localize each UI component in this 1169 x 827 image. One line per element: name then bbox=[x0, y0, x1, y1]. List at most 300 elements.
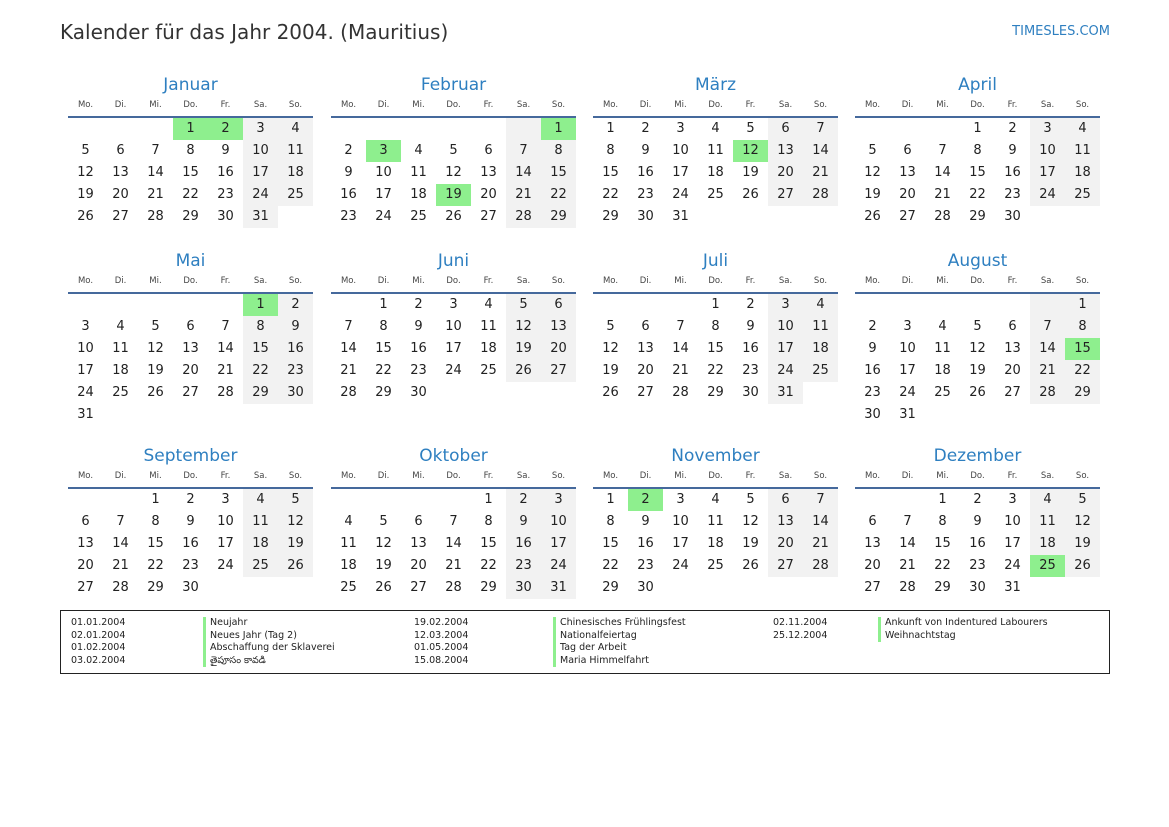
day-cell: 14 bbox=[934, 165, 951, 180]
weekday-label: Do. bbox=[446, 276, 461, 286]
month-2 bbox=[331, 74, 576, 228]
day-cell: 25 bbox=[707, 558, 724, 573]
empty-cell bbox=[960, 294, 995, 316]
day-cell: 12 bbox=[742, 514, 759, 529]
month-6 bbox=[331, 250, 576, 404]
day-cell: 8 bbox=[973, 143, 982, 158]
day-cell: 22 bbox=[243, 360, 278, 382]
day-cell: 16 bbox=[969, 536, 986, 551]
empty-cell bbox=[103, 404, 138, 426]
day-cell: 18 bbox=[1030, 533, 1065, 555]
day-grid bbox=[331, 294, 576, 404]
day-cell: 30 bbox=[182, 580, 199, 595]
day-cell: 13 bbox=[77, 536, 94, 551]
weekday-label: Mo. bbox=[864, 471, 881, 481]
day-cell: 29 bbox=[147, 580, 164, 595]
weekday-label: Mo. bbox=[77, 471, 94, 481]
day-cell: 28 bbox=[340, 385, 357, 400]
day-cell: 2 bbox=[186, 492, 195, 507]
day-cell: 14 bbox=[506, 162, 541, 184]
day-cell: 9 bbox=[186, 514, 195, 529]
day-cell: 20 bbox=[480, 187, 497, 202]
weekday-header bbox=[68, 272, 313, 294]
day-cell: 22 bbox=[602, 558, 619, 573]
day-cell: 22 bbox=[480, 558, 497, 573]
empty-cell bbox=[278, 577, 313, 599]
day-cell: 14 bbox=[112, 536, 129, 551]
day-cell: 17 bbox=[1004, 536, 1021, 551]
day-cell: 17 bbox=[1030, 162, 1065, 184]
day-cell: 15 bbox=[480, 536, 497, 551]
day-cell: 8 bbox=[606, 514, 615, 529]
day-cell: 8 bbox=[151, 514, 160, 529]
holiday-names-col-2 bbox=[553, 617, 686, 667]
empty-cell bbox=[960, 404, 995, 426]
day-cell: 13 bbox=[637, 341, 654, 356]
day-cell: 16 bbox=[340, 187, 357, 202]
day-cell: 17 bbox=[77, 363, 94, 378]
day-cell: 12 bbox=[733, 140, 768, 162]
day-cell: 28 bbox=[217, 385, 234, 400]
day-cell: 2 bbox=[973, 492, 982, 507]
empty-cell bbox=[506, 118, 541, 140]
day-cell: 20 bbox=[864, 558, 881, 573]
weekday-label: Do. bbox=[446, 471, 461, 481]
day-cell: 3 bbox=[676, 492, 685, 507]
empty-cell bbox=[768, 577, 803, 599]
day-cell: 26 bbox=[375, 580, 392, 595]
day-cell: 25 bbox=[1030, 555, 1065, 577]
holiday-date: 02.11.2004 bbox=[773, 617, 828, 628]
day-cell: 13 bbox=[899, 165, 916, 180]
weekday-label: Di. bbox=[639, 100, 652, 110]
weekday-label: Di. bbox=[377, 276, 390, 286]
holiday-dates-col-3 bbox=[773, 617, 827, 642]
day-cell: 8 bbox=[938, 514, 947, 529]
day-cell: 11 bbox=[934, 341, 951, 356]
day-cell: 24 bbox=[375, 209, 392, 224]
page-title: Kalender für das Jahr 2004. (Mauritius) bbox=[60, 20, 449, 44]
day-cell: 26 bbox=[278, 555, 313, 577]
day-cell: 2 bbox=[414, 297, 423, 312]
day-cell: 3 bbox=[676, 121, 685, 136]
day-cell: 4 bbox=[1065, 118, 1100, 140]
month-1 bbox=[68, 74, 313, 228]
day-cell: 26 bbox=[147, 385, 164, 400]
day-cell: 3 bbox=[1030, 118, 1065, 140]
day-cell: 10 bbox=[77, 341, 94, 356]
empty-cell bbox=[733, 206, 768, 228]
holiday-name: Chinesisches Frühlingsfest bbox=[553, 617, 686, 630]
weekday-label: Sa. bbox=[1040, 471, 1055, 481]
holiday-name: Neujahr bbox=[203, 617, 335, 630]
day-cell: 2 bbox=[344, 143, 353, 158]
day-cell: 20 bbox=[768, 162, 803, 184]
month-name: Oktober bbox=[419, 446, 488, 466]
weekday-label: So. bbox=[1075, 100, 1090, 110]
empty-cell bbox=[68, 294, 103, 316]
day-cell: 20 bbox=[1004, 363, 1021, 378]
day-cell: 5 bbox=[151, 319, 160, 334]
weekday-label: Do. bbox=[183, 276, 198, 286]
holiday-name: Abschaffung der Sklaverei bbox=[203, 642, 335, 655]
day-cell: 26 bbox=[506, 360, 541, 382]
day-cell: 27 bbox=[182, 385, 199, 400]
day-cell: 4 bbox=[938, 319, 947, 334]
day-cell: 21 bbox=[445, 558, 462, 573]
day-cell: 7 bbox=[506, 140, 541, 162]
holiday-date: 02.01.2004 bbox=[71, 629, 126, 641]
day-cell: 20 bbox=[112, 187, 129, 202]
holiday-name: Ankunft von Indentured Labourers bbox=[878, 617, 1048, 630]
empty-cell bbox=[890, 294, 925, 316]
empty-cell bbox=[68, 118, 103, 140]
day-cell: 19 bbox=[77, 187, 94, 202]
weekday-header bbox=[593, 96, 838, 118]
weekday-label: Mi. bbox=[674, 276, 687, 286]
day-cell: 22 bbox=[602, 187, 619, 202]
day-cell: 19 bbox=[436, 184, 471, 206]
day-cell: 5 bbox=[506, 294, 541, 316]
holiday-date: 01.02.2004 bbox=[71, 642, 126, 653]
day-cell: 16 bbox=[506, 533, 541, 555]
holiday-name: Neues Jahr (Tag 2) bbox=[203, 630, 335, 643]
weekday-label: Fr. bbox=[1007, 276, 1018, 286]
holiday-date: 25.12.2004 bbox=[773, 629, 828, 641]
weekday-header bbox=[855, 96, 1100, 118]
day-cell: 11 bbox=[480, 319, 497, 334]
day-cell: 12 bbox=[278, 511, 313, 533]
weekday-label: Fr. bbox=[483, 276, 494, 286]
day-cell: 1 bbox=[151, 492, 160, 507]
day-cell: 14 bbox=[899, 536, 916, 551]
day-cell: 4 bbox=[711, 492, 720, 507]
day-cell: 24 bbox=[672, 187, 689, 202]
day-cell: 24 bbox=[77, 385, 94, 400]
day-cell: 8 bbox=[243, 316, 278, 338]
day-cell: 2 bbox=[746, 297, 755, 312]
day-cell: 13 bbox=[864, 536, 881, 551]
day-cell: 2 bbox=[278, 294, 313, 316]
day-cell: 18 bbox=[243, 533, 278, 555]
weekday-header bbox=[68, 96, 313, 118]
day-cell: 27 bbox=[77, 580, 94, 595]
weekday-label: Di. bbox=[377, 100, 390, 110]
empty-cell bbox=[366, 489, 401, 511]
day-cell: 30 bbox=[637, 209, 654, 224]
empty-cell bbox=[278, 206, 313, 228]
day-cell: 11 bbox=[707, 143, 724, 158]
day-cell: 13 bbox=[1004, 341, 1021, 356]
day-cell: 22 bbox=[541, 184, 576, 206]
day-cell: 25 bbox=[803, 360, 838, 382]
weekday-label: So. bbox=[288, 276, 303, 286]
day-cell: 8 bbox=[606, 143, 615, 158]
weekday-label: Do. bbox=[708, 100, 723, 110]
weekday-label: Do. bbox=[970, 100, 985, 110]
empty-cell bbox=[663, 294, 698, 316]
day-cell: 30 bbox=[217, 209, 234, 224]
day-cell: 9 bbox=[868, 341, 877, 356]
day-cell: 2 bbox=[641, 121, 650, 136]
month-name: Februar bbox=[420, 75, 487, 95]
day-cell: 26 bbox=[864, 209, 881, 224]
day-cell: 20 bbox=[410, 558, 427, 573]
weekday-label: So. bbox=[1075, 276, 1090, 286]
empty-cell bbox=[1065, 577, 1100, 599]
month-8 bbox=[855, 250, 1100, 426]
day-cell: 9 bbox=[641, 143, 650, 158]
weekday-header bbox=[68, 467, 313, 489]
month-7 bbox=[593, 250, 838, 404]
day-cell: 16 bbox=[637, 165, 654, 180]
day-cell: 6 bbox=[903, 143, 912, 158]
site-link[interactable]: TIMESLES.COM bbox=[1012, 24, 1110, 39]
day-cell: 29 bbox=[541, 206, 576, 228]
day-cell: 18 bbox=[803, 338, 838, 360]
day-cell: 11 bbox=[243, 511, 278, 533]
day-cell: 9 bbox=[414, 319, 423, 334]
day-cell: 23 bbox=[969, 558, 986, 573]
weekday-label: Sa. bbox=[253, 100, 268, 110]
weekday-label: Sa. bbox=[516, 471, 531, 481]
weekday-label: Di. bbox=[639, 471, 652, 481]
day-cell: 10 bbox=[541, 511, 576, 533]
weekday-label: Mi. bbox=[412, 276, 425, 286]
day-cell: 26 bbox=[1065, 555, 1100, 577]
weekday-label: So. bbox=[551, 276, 566, 286]
weekday-label: So. bbox=[813, 100, 828, 110]
day-cell: 7 bbox=[449, 514, 458, 529]
day-cell: 10 bbox=[672, 143, 689, 158]
day-cell: 10 bbox=[1030, 140, 1065, 162]
day-cell: 23 bbox=[278, 360, 313, 382]
day-cell: 26 bbox=[742, 187, 759, 202]
day-cell: 11 bbox=[340, 536, 357, 551]
day-cell: 28 bbox=[147, 209, 164, 224]
day-cell: 22 bbox=[707, 363, 724, 378]
empty-cell bbox=[1030, 577, 1065, 599]
weekday-header bbox=[593, 272, 838, 294]
day-cell: 23 bbox=[637, 558, 654, 573]
empty-cell bbox=[1030, 294, 1065, 316]
day-cell: 3 bbox=[449, 297, 458, 312]
day-cell: 2 bbox=[1008, 121, 1017, 136]
month-name: Mai bbox=[175, 251, 206, 271]
day-cell: 22 bbox=[969, 187, 986, 202]
holiday-date: 19.02.2004 bbox=[414, 617, 469, 628]
day-cell: 10 bbox=[243, 140, 278, 162]
day-cell: 5 bbox=[606, 319, 615, 334]
day-grid bbox=[855, 294, 1100, 426]
day-cell: 26 bbox=[742, 558, 759, 573]
empty-cell bbox=[890, 118, 925, 140]
month-12 bbox=[855, 445, 1100, 599]
day-cell: 7 bbox=[676, 319, 685, 334]
weekday-label: Do. bbox=[183, 100, 198, 110]
day-cell: 17 bbox=[768, 338, 803, 360]
day-cell: 28 bbox=[112, 580, 129, 595]
day-cell: 15 bbox=[243, 338, 278, 360]
day-cell: 25 bbox=[410, 209, 427, 224]
day-cell: 7 bbox=[221, 319, 230, 334]
weekday-label: Di. bbox=[901, 276, 914, 286]
weekday-label: Sa. bbox=[778, 471, 793, 481]
holiday-names-col-1 bbox=[203, 617, 335, 667]
day-cell: 30 bbox=[278, 382, 313, 404]
day-cell: 27 bbox=[1004, 385, 1021, 400]
month-name: August bbox=[947, 251, 1008, 271]
day-grid bbox=[593, 294, 838, 404]
empty-cell bbox=[208, 577, 243, 599]
weekday-label: Do. bbox=[708, 471, 723, 481]
holiday-name: Maria Himmelfahrt bbox=[553, 655, 686, 668]
weekday-label: So. bbox=[1075, 471, 1090, 481]
day-cell: 29 bbox=[934, 580, 951, 595]
empty-cell bbox=[855, 294, 890, 316]
day-cell: 16 bbox=[864, 363, 881, 378]
day-cell: 22 bbox=[1065, 360, 1100, 382]
day-cell: 27 bbox=[410, 580, 427, 595]
weekday-label: Di. bbox=[114, 276, 127, 286]
day-cell: 17 bbox=[541, 533, 576, 555]
day-cell: 16 bbox=[217, 165, 234, 180]
holiday-date: 01.01.2004 bbox=[71, 617, 126, 628]
day-cell: 17 bbox=[672, 536, 689, 551]
empty-cell bbox=[1065, 206, 1100, 228]
day-cell: 11 bbox=[112, 341, 129, 356]
day-cell: 10 bbox=[1004, 514, 1021, 529]
empty-cell bbox=[506, 382, 541, 404]
day-cell: 9 bbox=[344, 165, 353, 180]
empty-cell bbox=[138, 294, 173, 316]
empty-cell bbox=[173, 404, 208, 426]
day-cell: 5 bbox=[746, 492, 755, 507]
weekday-header bbox=[855, 272, 1100, 294]
empty-cell bbox=[331, 118, 366, 140]
empty-cell bbox=[925, 404, 960, 426]
day-cell: 27 bbox=[864, 580, 881, 595]
day-cell: 24 bbox=[899, 385, 916, 400]
day-cell: 18 bbox=[410, 187, 427, 202]
weekday-label: Mo. bbox=[602, 100, 619, 110]
empty-cell bbox=[436, 118, 471, 140]
day-cell: 25 bbox=[340, 580, 357, 595]
day-cell: 7 bbox=[903, 514, 912, 529]
day-cell: 27 bbox=[112, 209, 129, 224]
day-cell: 14 bbox=[803, 140, 838, 162]
empty-cell bbox=[243, 577, 278, 599]
day-cell: 25 bbox=[243, 555, 278, 577]
empty-cell bbox=[995, 294, 1030, 316]
day-cell: 19 bbox=[742, 165, 759, 180]
weekday-label: Sa. bbox=[778, 100, 793, 110]
day-cell: 6 bbox=[81, 514, 90, 529]
day-cell: 10 bbox=[672, 514, 689, 529]
day-cell: 1 bbox=[606, 121, 615, 136]
weekday-label: Sa. bbox=[1040, 100, 1055, 110]
day-cell: 30 bbox=[969, 580, 986, 595]
weekday-label: So. bbox=[551, 471, 566, 481]
day-cell: 31 bbox=[672, 209, 689, 224]
empty-cell bbox=[103, 118, 138, 140]
day-cell: 10 bbox=[445, 319, 462, 334]
day-cell: 19 bbox=[742, 536, 759, 551]
empty-cell bbox=[698, 577, 733, 599]
weekday-label: Mi. bbox=[149, 100, 162, 110]
day-cell: 21 bbox=[899, 558, 916, 573]
day-cell: 15 bbox=[147, 536, 164, 551]
day-grid bbox=[68, 294, 313, 426]
empty-cell bbox=[173, 294, 208, 316]
weekday-label: Di. bbox=[377, 471, 390, 481]
day-cell: 5 bbox=[379, 514, 388, 529]
empty-cell bbox=[803, 206, 838, 228]
day-cell: 27 bbox=[541, 360, 576, 382]
day-cell: 25 bbox=[480, 363, 497, 378]
day-cell: 2 bbox=[208, 118, 243, 140]
empty-cell bbox=[243, 404, 278, 426]
day-cell: 3 bbox=[243, 118, 278, 140]
day-cell: 24 bbox=[217, 558, 234, 573]
day-cell: 10 bbox=[375, 165, 392, 180]
day-cell: 27 bbox=[637, 385, 654, 400]
day-cell: 15 bbox=[541, 162, 576, 184]
day-cell: 5 bbox=[1065, 489, 1100, 511]
holiday-name: Nationalfeiertag bbox=[553, 630, 686, 643]
day-cell: 12 bbox=[147, 341, 164, 356]
day-cell: 29 bbox=[969, 209, 986, 224]
day-cell: 23 bbox=[864, 385, 881, 400]
day-cell: 3 bbox=[81, 319, 90, 334]
day-cell: 22 bbox=[934, 558, 951, 573]
empty-cell bbox=[698, 206, 733, 228]
empty-cell bbox=[331, 489, 366, 511]
weekday-label: Do. bbox=[183, 471, 198, 481]
day-cell: 8 bbox=[379, 319, 388, 334]
day-cell: 25 bbox=[112, 385, 129, 400]
day-cell: 1 bbox=[541, 118, 576, 140]
day-cell: 16 bbox=[182, 536, 199, 551]
day-cell: 27 bbox=[480, 209, 497, 224]
empty-cell bbox=[803, 382, 838, 404]
day-cell: 6 bbox=[1008, 319, 1017, 334]
month-9 bbox=[68, 445, 313, 599]
day-cell: 2 bbox=[628, 489, 663, 511]
day-cell: 5 bbox=[449, 143, 458, 158]
weekday-label: Do. bbox=[446, 100, 461, 110]
weekday-label: Fr. bbox=[745, 471, 756, 481]
day-cell: 15 bbox=[707, 341, 724, 356]
day-cell: 3 bbox=[221, 492, 230, 507]
day-cell: 19 bbox=[864, 187, 881, 202]
empty-cell bbox=[733, 577, 768, 599]
empty-cell bbox=[331, 294, 366, 316]
day-cell: 25 bbox=[934, 385, 951, 400]
empty-cell bbox=[366, 118, 401, 140]
day-cell: 7 bbox=[344, 319, 353, 334]
day-cell: 2 bbox=[506, 489, 541, 511]
day-cell: 28 bbox=[803, 555, 838, 577]
month-5 bbox=[68, 250, 313, 426]
day-cell: 23 bbox=[742, 363, 759, 378]
day-cell: 13 bbox=[410, 536, 427, 551]
day-cell: 8 bbox=[186, 143, 195, 158]
day-cell: 5 bbox=[278, 489, 313, 511]
day-cell: 18 bbox=[278, 162, 313, 184]
empty-cell bbox=[471, 118, 506, 140]
day-cell: 6 bbox=[868, 514, 877, 529]
